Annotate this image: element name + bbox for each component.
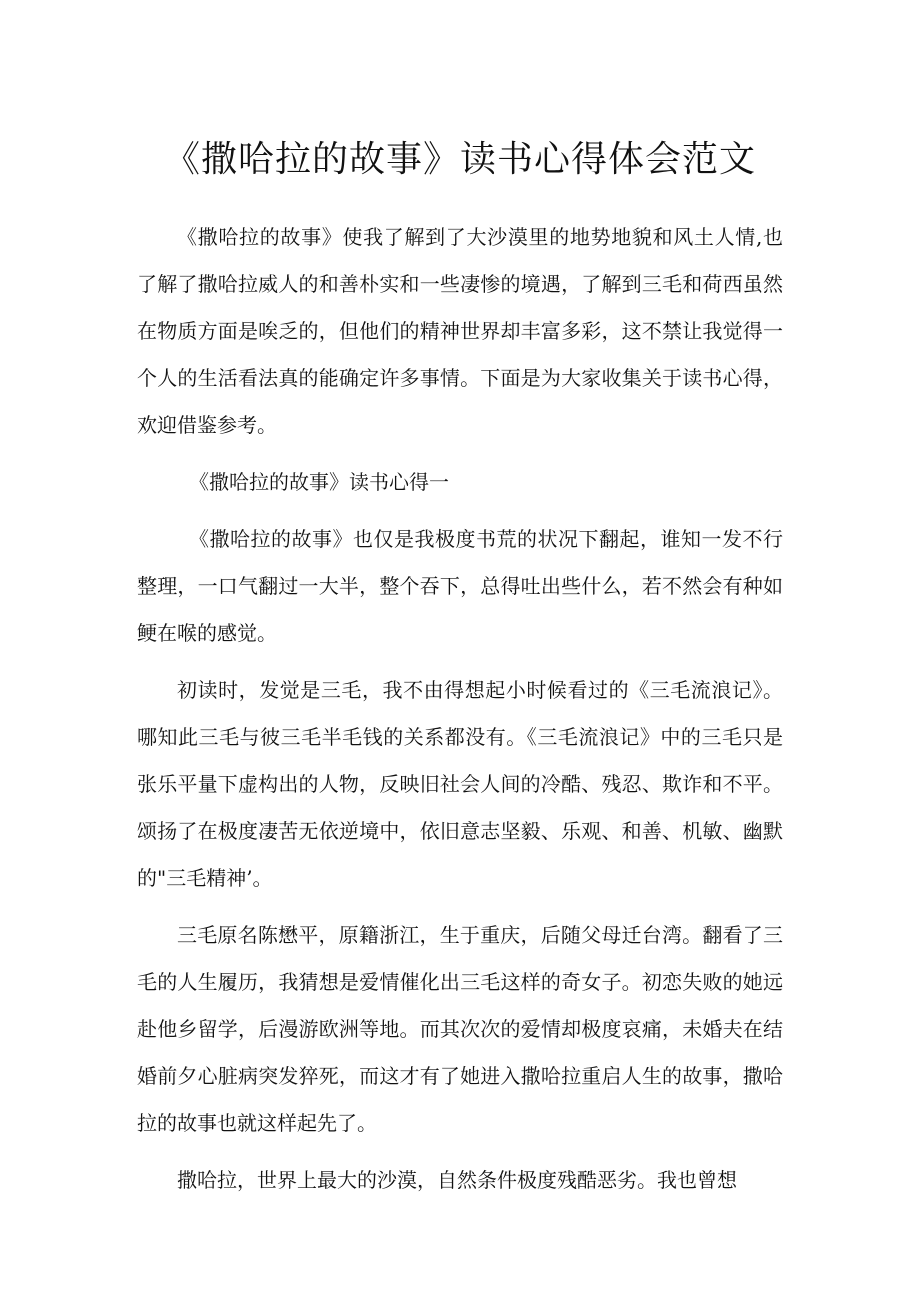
- paragraph: 《撒哈拉的故事》也仅是我极度书荒的状况下翻起，谁知一发不行整理，一口气翻过一大半，整个吞下，总得吐出些什么，若不然会有种如鲠在喉的感觉。: [137, 527, 783, 645]
- paragraph-gap: [137, 657, 783, 667]
- paragraph-gap: [137, 1147, 783, 1157]
- document-body: [137, 214, 783, 1204]
- paragraph: 撒哈拉，世界上最大的沙漠，自然条件极度残酷恶劣。我也曾想: [177, 1168, 737, 1192]
- section-heading: 《撒哈拉的故事》读书心得一: [189, 470, 449, 494]
- paragraph-intro: 《撒哈拉的故事》使我了解到了大沙漠里的地势地貌和风土人情,也了解了撒哈拉威人的和善朴实和一些凄惨的境遇，了解到三毛和荷西虽然在物质方面是唉乏的，但他们的精神世界却丰富多彩，这不禁让我觉得一个人的生活看法真的能确定许多事情。下面是为大家收集关于读书心得，欢迎借鉴参考。: [137, 225, 783, 437]
- paragraph: 初读时，发觉是三毛，我不由得想起小时候看过的《三毛流浪记》。哪知此三毛与彼三毛半毛钱的关系都没有。《三毛流浪记》中的三毛只是张乐平量下虚构出的人物，反映旧社会人间的冷酷、残忍、欺诈和不平。颂扬了在极度凄苦无依逆境中，依旧意志坚毅、乐观、和善、机敏、幽默的"三毛精神’。: [137, 678, 783, 890]
- paragraph-gap: [137, 902, 783, 912]
- paragraph-gap: [137, 506, 783, 516]
- document-title: 《撒哈拉的故事》读书心得体会范文: [163, 139, 756, 180]
- paragraph-gap: [137, 449, 783, 459]
- paragraph: 三毛原名陈懋平，原籍浙江，生于重庆，后随父母迁台湾。翻看了三毛的人生履历，我猜想是爱情催化出三毛这样的奇女子。初恋失败的她远赴他乡留学，后漫游欧洲等地。而其次次的爱情却极度哀痛，未婚夫在结婚前夕心脏病突发猝死，而这才有了她进入撒哈拉重启人生的故事，撒哈拉的故事也就这样起先了。: [137, 923, 783, 1135]
